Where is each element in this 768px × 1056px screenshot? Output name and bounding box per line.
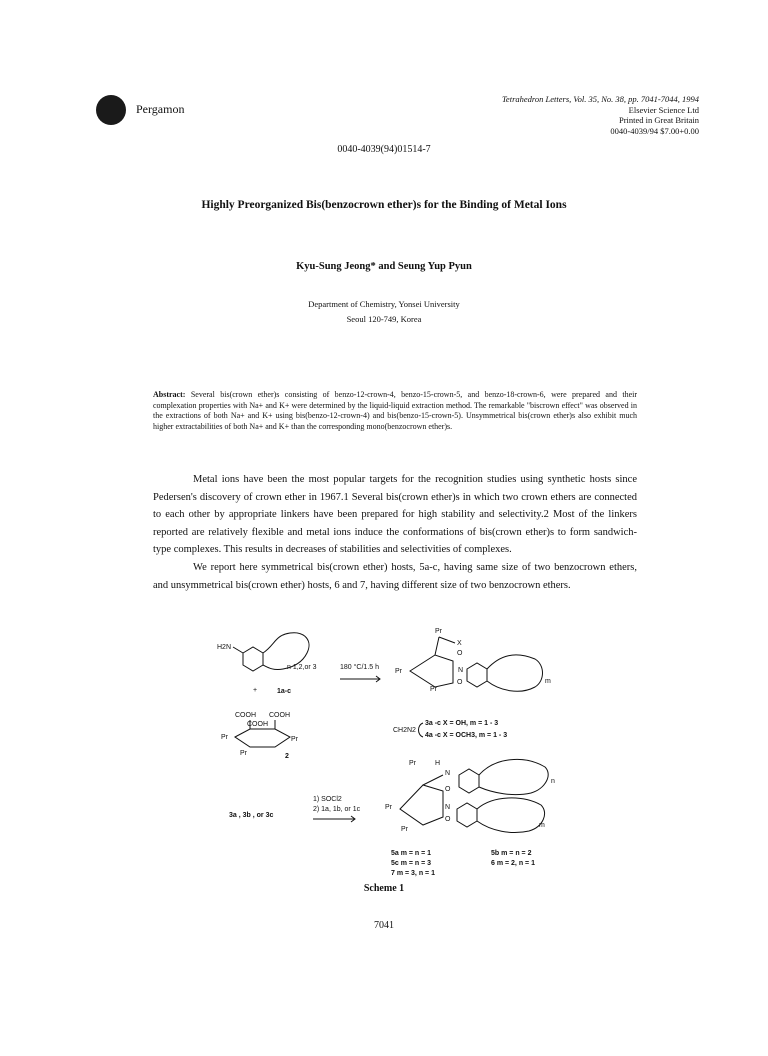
product-5a: 5a m = n = 1: [391, 850, 432, 857]
amine-label: H2N: [217, 644, 232, 651]
paragraph-report: We report here symmetrical bis(crown ether) hosts, 5a-c, having same size of two benzocrown ethers, and unsymmetrical bis(crown ether) hosts, 6 and 7, having different size of two benzocrown ethers.: [153, 561, 637, 591]
journal-publisher: Elsevier Science Ltd: [628, 104, 699, 115]
propyl-label-9: Pr: [401, 826, 408, 833]
page-number: 7041: [374, 920, 394, 931]
acid-label-1: COOH: [235, 712, 256, 719]
conditions-2b: 2) 1a, 1b, or 1c: [313, 806, 361, 813]
product-7: 7 m = 3, n = 1: [391, 870, 435, 877]
m-label-2: m: [539, 822, 545, 829]
propyl-label-6: Pr: [430, 686, 437, 693]
acid-label-2: COOH: [269, 712, 290, 719]
conditions-2a: 1) SOCl2: [313, 796, 342, 803]
pergamon-logo: [96, 95, 126, 125]
amide-h: H: [435, 760, 441, 767]
benzene-ring-1: [243, 647, 263, 671]
crown-ring-4: [477, 798, 545, 833]
imide-o: O: [457, 679, 463, 686]
conditions-1: 180 °C/1.5 h: [340, 664, 379, 671]
amide-o: O: [445, 786, 451, 793]
bicyclic-core-2: [400, 785, 443, 825]
carbonyl-bond: [439, 637, 455, 643]
benzene-ring-4: [457, 803, 477, 827]
plus-sign: +: [253, 687, 258, 694]
propyl-label-1: Pr: [221, 734, 228, 741]
abstract: [153, 390, 637, 433]
imide-n: N: [458, 667, 464, 674]
propyl-label-2: Pr: [291, 736, 298, 743]
cyclohexane-ring: [235, 729, 290, 747]
scheme-caption: Scheme 1: [363, 883, 405, 894]
compound-2-label: 2: [285, 753, 289, 760]
propyl-label-7: Pr: [409, 760, 416, 767]
reaction-scheme: [195, 625, 585, 895]
propyl-label-5: Pr: [395, 668, 402, 675]
affiliation-city: Seoul 120-749, Korea: [346, 314, 422, 324]
paper-title: Highly Preorganized Bis(benzocrown ether)s for the Binding of Metal Ions: [201, 199, 567, 211]
paragraph-intro: Metal ions have been the most popular targets for the recognition studies using synthetic hosts since Pedersen's discovery of crown ether in 1967.1 Several bis(crown ether)s in which two crown ethers are connected to each other by appropriate linkers have been prepared for high stability and selectivity.2 Most of the linkers reported are relatively flexible and metal ions induce the conformations of bis(crown ether)s to form sandwich-type complexes. This results in decreases of stabilities and selectivities of complexes.: [153, 474, 637, 556]
x-substituent: X: [457, 640, 462, 647]
imide-o-2: O: [445, 816, 451, 823]
authors: Kyu-Sung Jeong* and Seung Yup Pyun: [296, 261, 472, 272]
journal-printed: Printed in Great Britain: [618, 115, 699, 125]
amide-bond: [423, 775, 443, 785]
product-6: 6 m = 2, n = 1: [491, 860, 535, 867]
starting-material: 3a , 3b , or 3c: [229, 812, 274, 819]
abstract-label: Abstract:: [153, 390, 186, 399]
imide-n-2: N: [445, 804, 451, 811]
journal-price: 0040-4039/94 $7.00+0.00: [610, 125, 699, 136]
diazomethane-label: CH2N2: [393, 727, 416, 734]
product-5c: 5c m = n = 3: [391, 860, 432, 867]
crown-ring-2: [487, 655, 543, 691]
article-code: 0040-4039(94)01514-7: [337, 144, 431, 155]
series-4-row: 4a -c X = OCH3, m = 1 - 3: [425, 732, 508, 739]
acid-label-3: COOH: [247, 721, 268, 728]
amine-bond: [233, 647, 243, 653]
bicyclic-core-1: [410, 655, 453, 687]
affiliation-dept: Department of Chemistry, Yonsei University: [308, 299, 460, 309]
brace: [419, 723, 424, 737]
benzene-ring-3: [459, 769, 479, 793]
n-options: n 1,2,or 3: [287, 664, 317, 671]
amide-n: N: [445, 770, 451, 777]
propyl-label-8: Pr: [385, 804, 392, 811]
acyl-bond: [435, 637, 439, 655]
n-label: n: [551, 778, 555, 785]
benzene-ring-2: [467, 663, 487, 687]
journal-info: [502, 94, 699, 136]
journal-citation: Tetrahedron Letters, Vol. 35, No. 38, pp. 7041-7044, 1994: [501, 94, 699, 104]
crown-ring-3: [479, 759, 548, 794]
propyl-label-3: Pr: [240, 750, 247, 757]
propyl-label-4: Pr: [435, 628, 442, 635]
compound-1-label: 1a-c: [277, 688, 292, 695]
product-5b: 5b m = n = 2: [491, 850, 532, 857]
publisher-name: Pergamon: [136, 102, 185, 116]
abstract-text: Several bis(crown ether)s consisting of benzo-12-crown-4, benzo-15-crown-5, and benzo-18-crown-6, were prepared and their complexation properties with Na+ and K+ were determined by the liquid-liquid extraction method. The remarkable "biscrown effect" was observed in the extractions of both Na+ and K+ using bis(benzo-12-crown-4) and bis(benzo-15-crown-5). Unsymmetrical bis(crown ether)s also exhibit much higher extractabilities of both Na+ and K+ than the corresponding mono(benzocrown ether)s.: [153, 390, 638, 432]
affiliation: [0, 297, 768, 327]
body-text: [153, 471, 637, 594]
carbonyl-o: O: [457, 650, 463, 657]
m-label-1: m: [545, 678, 551, 685]
series-3-row: 3a -c X = OH, m = 1 - 3: [425, 720, 499, 727]
